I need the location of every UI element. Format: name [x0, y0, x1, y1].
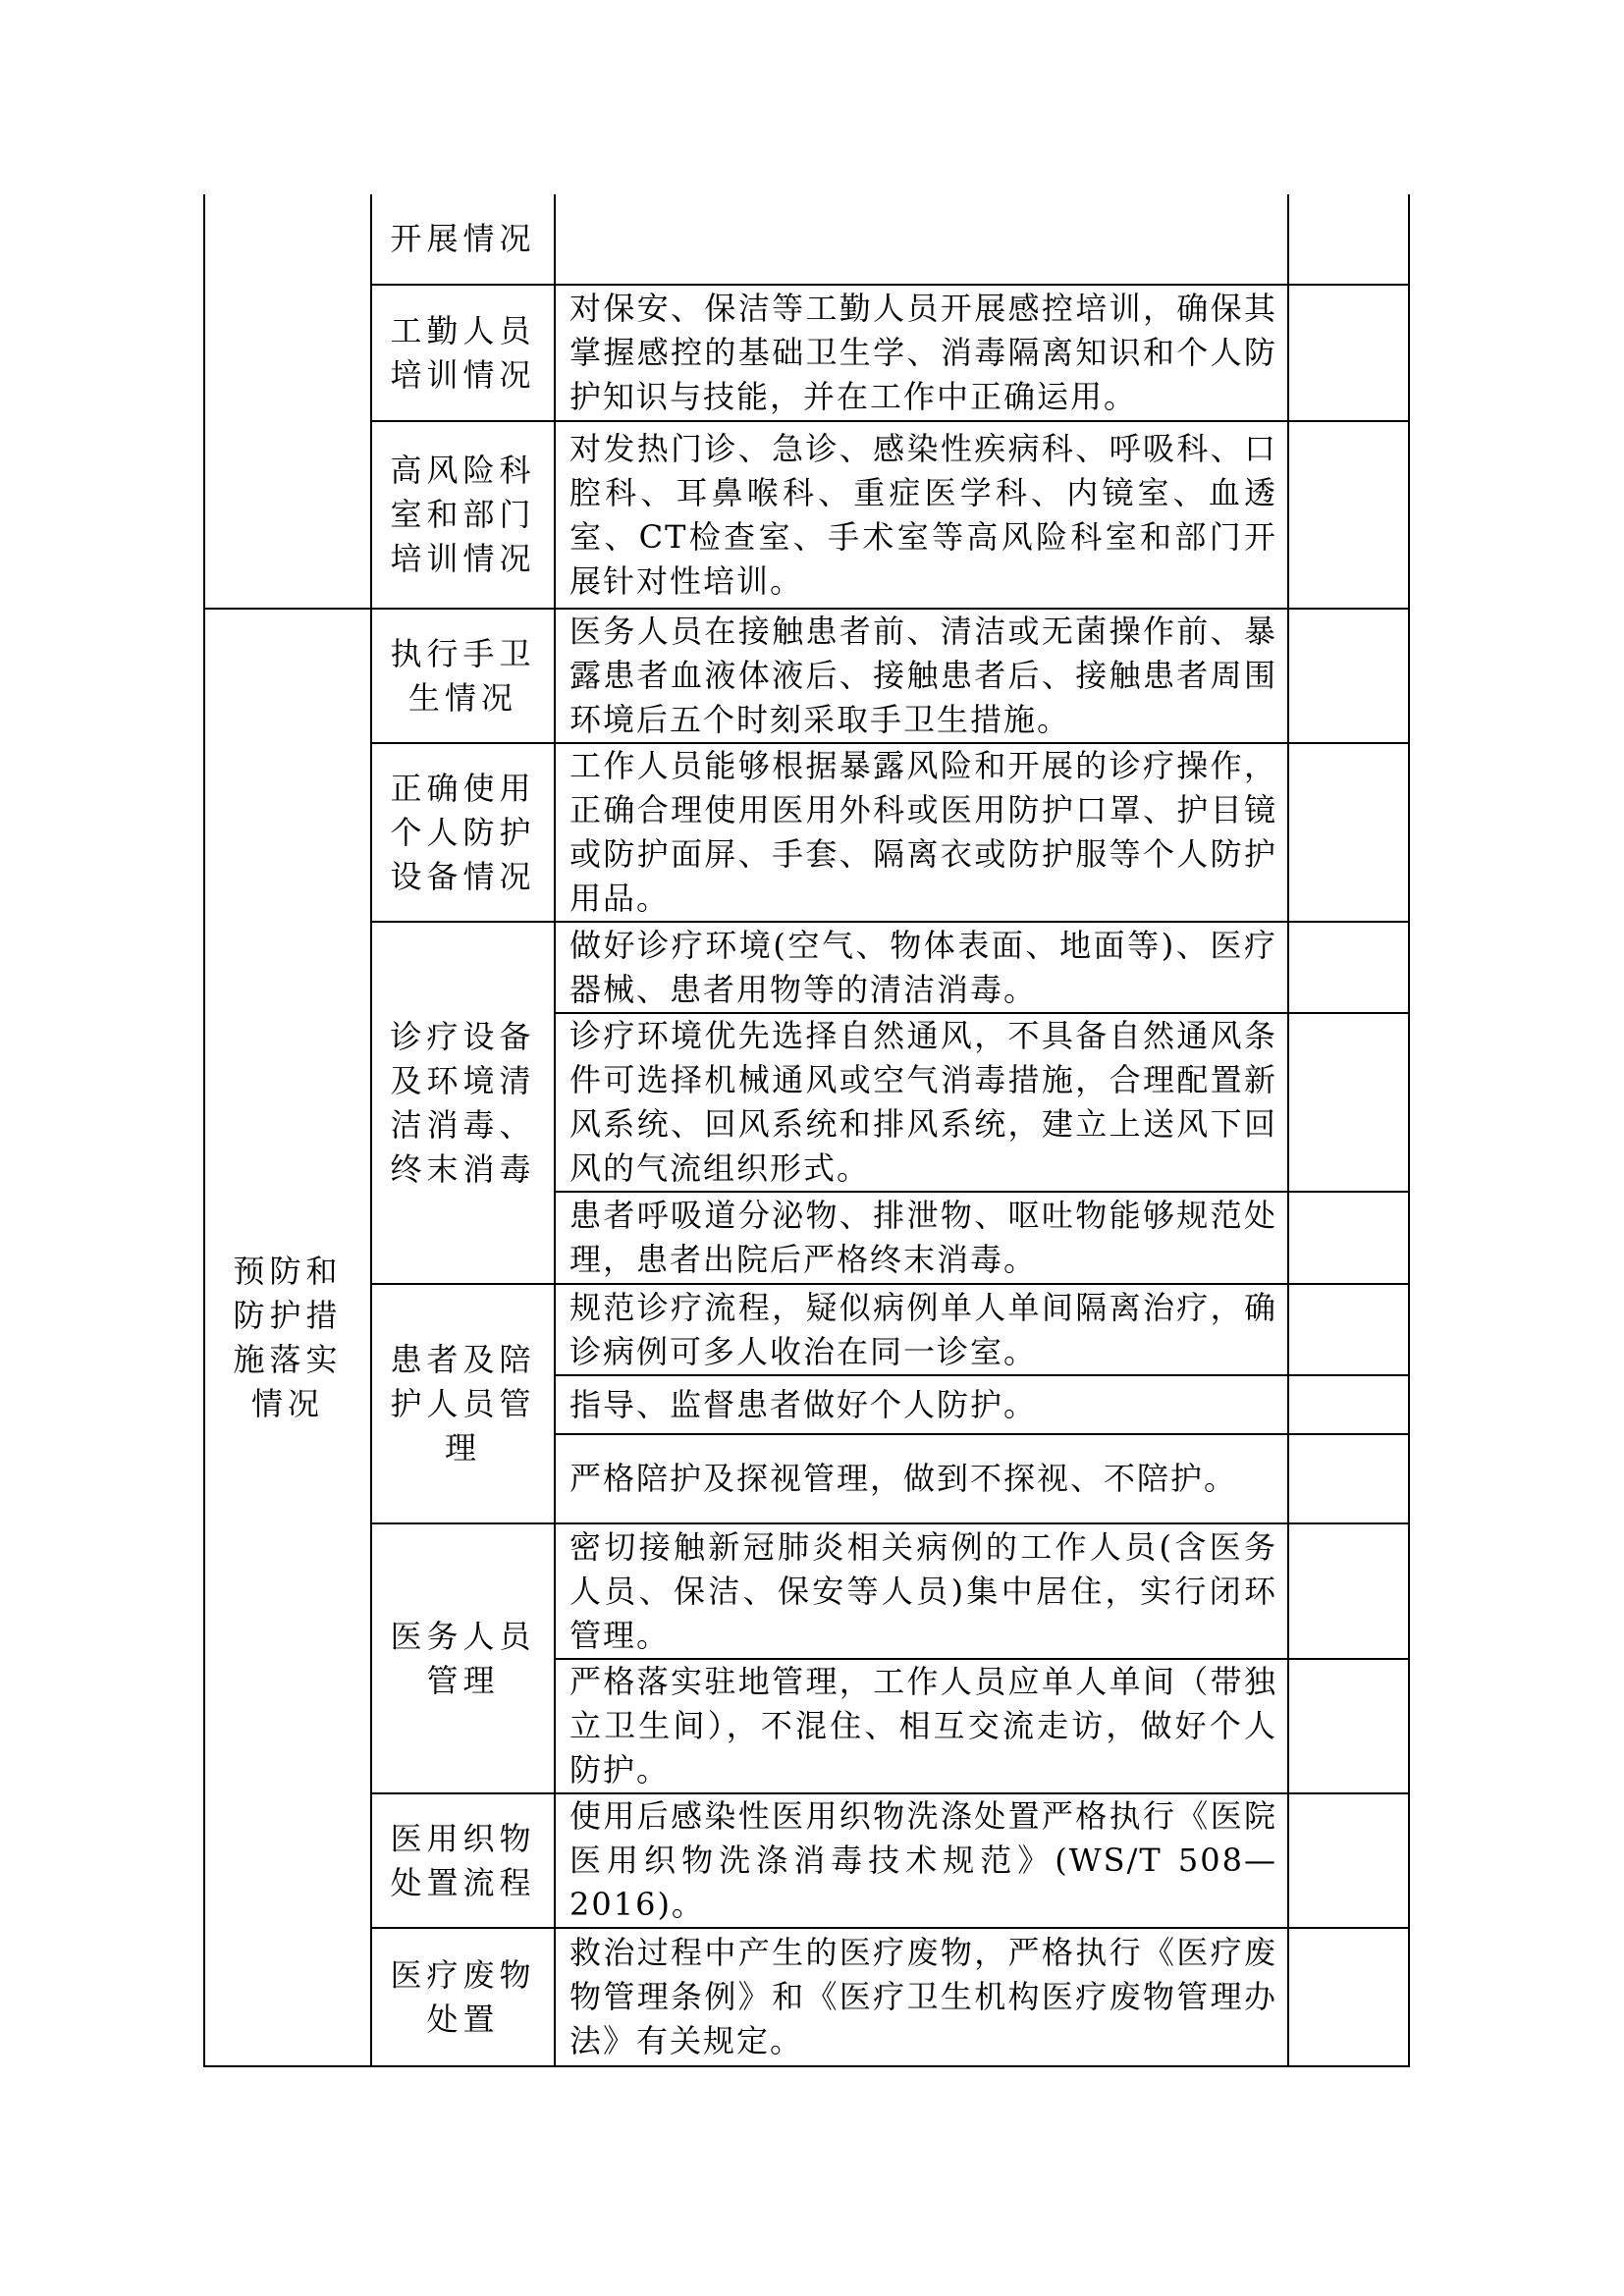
subcategory-cell: 患者及陪护人员管理	[371, 1284, 555, 1523]
result-cell[interactable]	[1288, 1192, 1409, 1284]
result-cell[interactable]	[1288, 285, 1409, 421]
result-cell[interactable]	[1288, 743, 1409, 922]
result-cell[interactable]	[1288, 1793, 1409, 1928]
table-row	[204, 1523, 1409, 1659]
result-cell[interactable]	[1288, 194, 1409, 285]
table-row	[204, 922, 1409, 1013]
table-row	[204, 421, 1409, 609]
requirement-cell: 使用后感染性医用织物洗涤处置严格执行《医院医用织物洗涤消毒技术规范》(WS/T 508—2016)。	[555, 1793, 1288, 1928]
requirement-cell: 对保安、保洁等工勤人员开展感控培训，确保其掌握感控的基础卫生学、消毒隔离知识和个人防护知识与技能，并在工作中正确运用。	[555, 285, 1288, 421]
subcategory-cell: 执行手卫生情况	[371, 609, 555, 743]
result-cell[interactable]	[1288, 922, 1409, 1013]
category-cell	[204, 609, 371, 2066]
result-cell[interactable]	[1288, 1928, 1409, 2066]
table-row	[204, 609, 1409, 743]
requirement-cell: 规范诊疗流程，疑似病例单人单间隔离治疗，确诊病例可多人收治在同一诊室。	[555, 1284, 1288, 1375]
requirement-cell: 救治过程中产生的医疗废物，严格执行《医疗废物管理条例》和《医疗卫生机构医疗废物管理办法》有关规定。	[555, 1928, 1288, 2066]
requirement-cell	[555, 194, 1288, 285]
subcategory-cell: 诊疗设备及环境清洁消毒、终末消毒	[371, 922, 555, 1284]
table-row	[204, 285, 1409, 421]
table-row	[204, 1284, 1409, 1375]
result-cell[interactable]	[1288, 1013, 1409, 1192]
result-cell[interactable]	[1288, 609, 1409, 743]
subcategory-cell: 工勤人员培训情况	[371, 285, 555, 421]
subcategory-cell: 医务人员管理	[371, 1523, 555, 1793]
table-row	[204, 194, 1409, 285]
subcategory-cell: 医用织物处置流程	[371, 1793, 555, 1928]
requirement-cell: 指导、监督患者做好个人防护。	[555, 1375, 1288, 1434]
requirement-cell: 严格落实驻地管理，工作人员应单人单间（带独立卫生间），不混住、相互交流走访，做好个人防护。	[555, 1659, 1288, 1793]
table-row	[204, 1928, 1409, 2066]
requirement-cell: 工作人员能够根据暴露风险和开展的诊疗操作，正确合理使用医用外科或医用防护口罩、护目镜或防护面屏、手套、隔离衣或防护服等个人防护用品。	[555, 743, 1288, 922]
requirement-cell: 密切接触新冠肺炎相关病例的工作人员(含医务人员、保洁、保安等人员)集中居住，实行闭环管理。	[555, 1523, 1288, 1659]
subcategory-cell: 医疗废物处置	[371, 1928, 555, 2066]
requirement-cell: 诊疗环境优先选择自然通风，不具备自然通风条件可选择机械通风或空气消毒措施，合理配置新风系统、回风系统和排风系统，建立上送风下回风的气流组织形式。	[555, 1013, 1288, 1192]
requirement-cell: 对发热门诊、急诊、感染性疾病科、呼吸科、口腔科、耳鼻喉科、重症医学科、内镜室、血透室、CT检查室、手术室等高风险科室和部门开展针对性培训。	[555, 421, 1288, 609]
requirement-cell: 严格陪护及探视管理，做到不探视、不陪护。	[555, 1434, 1288, 1523]
requirement-cell: 做好诊疗环境(空气、物体表面、地面等)、医疗器械、患者用物等的清洁消毒。	[555, 922, 1288, 1013]
table-row	[204, 1793, 1409, 1928]
result-cell[interactable]	[1288, 1375, 1409, 1434]
result-cell[interactable]	[1288, 1284, 1409, 1375]
result-cell[interactable]	[1288, 1659, 1409, 1793]
category-label: 预防和防护措施落实情况	[233, 1252, 343, 1422]
result-cell[interactable]	[1288, 1434, 1409, 1523]
subcategory-cell: 正确使用个人防护设备情况	[371, 743, 555, 922]
requirement-cell: 患者呼吸道分泌物、排泄物、呕吐物能够规范处理，患者出院后严格终末消毒。	[555, 1192, 1288, 1284]
requirement-cell: 医务人员在接触患者前、清洁或无菌操作前、暴露患者血液体液后、接触患者后、接触患者周围环境后五个时刻采取手卫生措施。	[555, 609, 1288, 743]
subcategory-cell: 开展情况	[371, 194, 555, 285]
inspection-table	[203, 194, 1410, 2067]
result-cell[interactable]	[1288, 1523, 1409, 1659]
subcategory-cell: 高风险科室和部门培训情况	[371, 421, 555, 609]
result-cell[interactable]	[1288, 421, 1409, 609]
category-cell-previous	[204, 194, 371, 609]
table-row	[204, 743, 1409, 922]
